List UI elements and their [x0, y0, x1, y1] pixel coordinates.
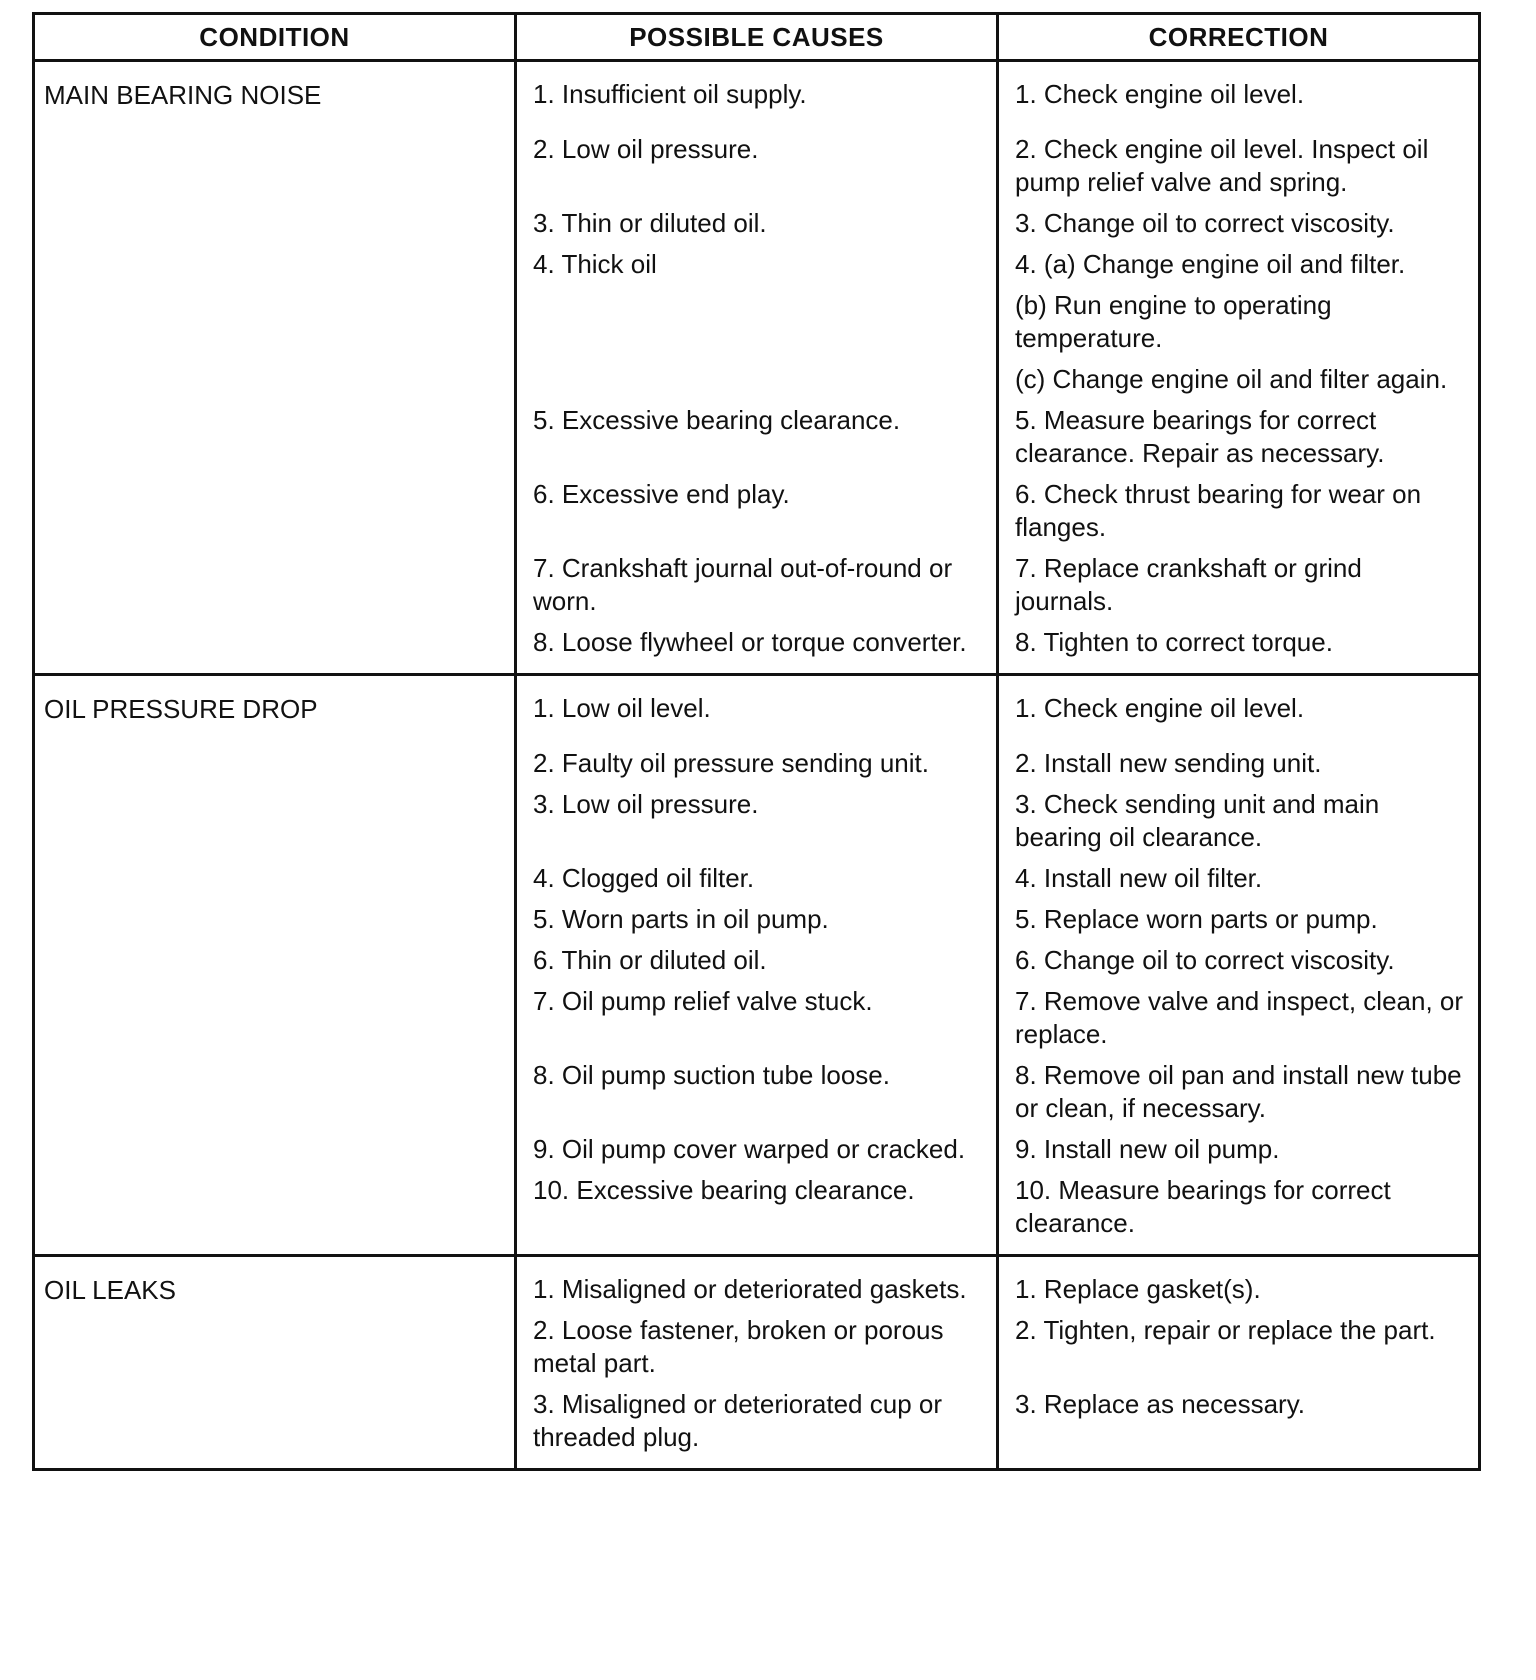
cause-item: 8. Loose flywheel or torque converter. [533, 627, 967, 657]
condition-label: MAIN BEARING NOISE [44, 80, 322, 110]
condition-group-row [34, 1256, 1480, 1470]
correction-cell [998, 61, 1480, 675]
correction-item [1015, 692, 1466, 725]
cause-item: 4. Thick oil [533, 249, 657, 279]
cause-item: 7. Oil pump relief valve stuck. [533, 986, 873, 1016]
correction-item [1015, 248, 1466, 396]
correction-item [1015, 862, 1466, 895]
correction-text: 4. (a) Change engine oil and filter. [1015, 249, 1406, 279]
correction-text: 2. Tighten, repair or replace the part. [1015, 1315, 1436, 1345]
condition-cell [34, 1256, 516, 1470]
correction-item [1015, 985, 1466, 1051]
correction-item [1015, 1273, 1466, 1306]
correction-item [1015, 1388, 1466, 1454]
cause-item: 5. Worn parts in oil pump. [533, 904, 829, 934]
correction-text: 10. Measure bearings for correct clearance. [1015, 1175, 1391, 1238]
cause-item: 8. Oil pump suction tube loose. [533, 1060, 890, 1090]
causes-cell [516, 61, 998, 675]
correction-text: 3. Change oil to correct viscosity. [1015, 208, 1395, 238]
correction-item [1015, 747, 1466, 780]
correction-item [1015, 78, 1466, 111]
condition-label: OIL LEAKS [44, 1275, 176, 1305]
correction-item [1015, 478, 1466, 544]
condition-cell [34, 675, 516, 1256]
cause-item: 6. Thin or diluted oil. [533, 945, 767, 975]
correction-text: (c) Change engine oil and filter again. [1015, 364, 1448, 394]
correction-text: 1. Replace gasket(s). [1015, 1274, 1261, 1304]
correction-item [1015, 552, 1466, 618]
correction-item [1015, 1314, 1466, 1380]
correction-text: 8. Remove oil pan and install new tube or clean, if necessary. [1015, 1060, 1462, 1123]
diagnosis-page [32, 12, 1478, 1471]
correction-text: 7. Replace crankshaft or grind journals. [1015, 553, 1362, 616]
table-body [34, 61, 1480, 1470]
correction-text: 6. Change oil to correct viscosity. [1015, 945, 1395, 975]
header-possible-causes: POSSIBLE CAUSES [516, 14, 998, 61]
causes-cell [516, 675, 998, 1256]
cause-item: 2. Faulty oil pressure sending unit. [533, 748, 929, 778]
cause-item: 2. Loose fastener, broken or porous metal part. [533, 1315, 944, 1378]
correction-text: 1. Check engine oil level. [1015, 79, 1305, 109]
correction-text: 2. Install new sending unit. [1015, 748, 1322, 778]
correction-item [1015, 404, 1466, 470]
cause-item: 6. Excessive end play. [533, 479, 790, 509]
correction-item [1015, 944, 1466, 977]
correction-item [1015, 1059, 1466, 1125]
correction-item [1015, 207, 1466, 240]
cause-item: 1. Low oil level. [533, 693, 711, 723]
cause-item: 1. Insufficient oil supply. [533, 79, 807, 109]
correction-item [1015, 903, 1466, 936]
condition-label: OIL PRESSURE DROP [44, 694, 318, 724]
correction-text: 4. Install new oil filter. [1015, 863, 1263, 893]
condition-group-row [34, 675, 1480, 1256]
correction-item [1015, 133, 1466, 199]
condition-group-row [34, 61, 1480, 675]
correction-text: 9. Install new oil pump. [1015, 1134, 1280, 1164]
header-correction: CORRECTION [998, 14, 1480, 61]
cause-item: 3. Misaligned or deteriorated cup or threaded plug. [533, 1389, 943, 1452]
header-condition: CONDITION [34, 14, 516, 61]
correction-item [1015, 1133, 1466, 1166]
correction-text: 3. Check sending unit and main bearing oil clearance. [1015, 789, 1380, 852]
correction-item [1015, 1174, 1466, 1240]
cause-item: 3. Thin or diluted oil. [533, 208, 767, 238]
correction-text: 3. Replace as necessary. [1015, 1389, 1305, 1419]
cause-item: 10. Excessive bearing clearance. [533, 1175, 915, 1205]
correction-text: 8. Tighten to correct torque. [1015, 627, 1333, 657]
correction-text: 7. Remove valve and inspect, clean, or replace. [1015, 986, 1464, 1049]
cause-item: 9. Oil pump cover warped or cracked. [533, 1134, 966, 1164]
cause-item: 5. Excessive bearing clearance. [533, 405, 901, 435]
correction-text: 5. Replace worn parts or pump. [1015, 904, 1378, 934]
cause-item: 4. Clogged oil filter. [533, 863, 755, 893]
correction-item [1015, 626, 1466, 659]
causes-cell [516, 1256, 998, 1470]
correction-text: 1. Check engine oil level. [1015, 693, 1305, 723]
correction-text: 5. Measure bearings for correct clearance. Repair as necessary. [1015, 405, 1385, 468]
correction-text: (b) Run engine to operating temperature. [1015, 290, 1332, 353]
correction-text: 2. Check engine oil level. Inspect oil pump relief valve and spring. [1015, 134, 1429, 197]
correction-item [1015, 788, 1466, 854]
header-row [34, 14, 1480, 61]
correction-cell [998, 1256, 1480, 1470]
cause-item: 2. Low oil pressure. [533, 134, 759, 164]
diagnosis-table [32, 12, 1481, 1471]
correction-text: 6. Check thrust bearing for wear on flanges. [1015, 479, 1422, 542]
cause-item: 1. Misaligned or deteriorated gaskets. [533, 1274, 967, 1304]
correction-cell [998, 675, 1480, 1256]
condition-cell [34, 61, 516, 675]
cause-item: 3. Low oil pressure. [533, 789, 759, 819]
cause-item: 7. Crankshaft journal out-of-round or worn. [533, 553, 953, 616]
